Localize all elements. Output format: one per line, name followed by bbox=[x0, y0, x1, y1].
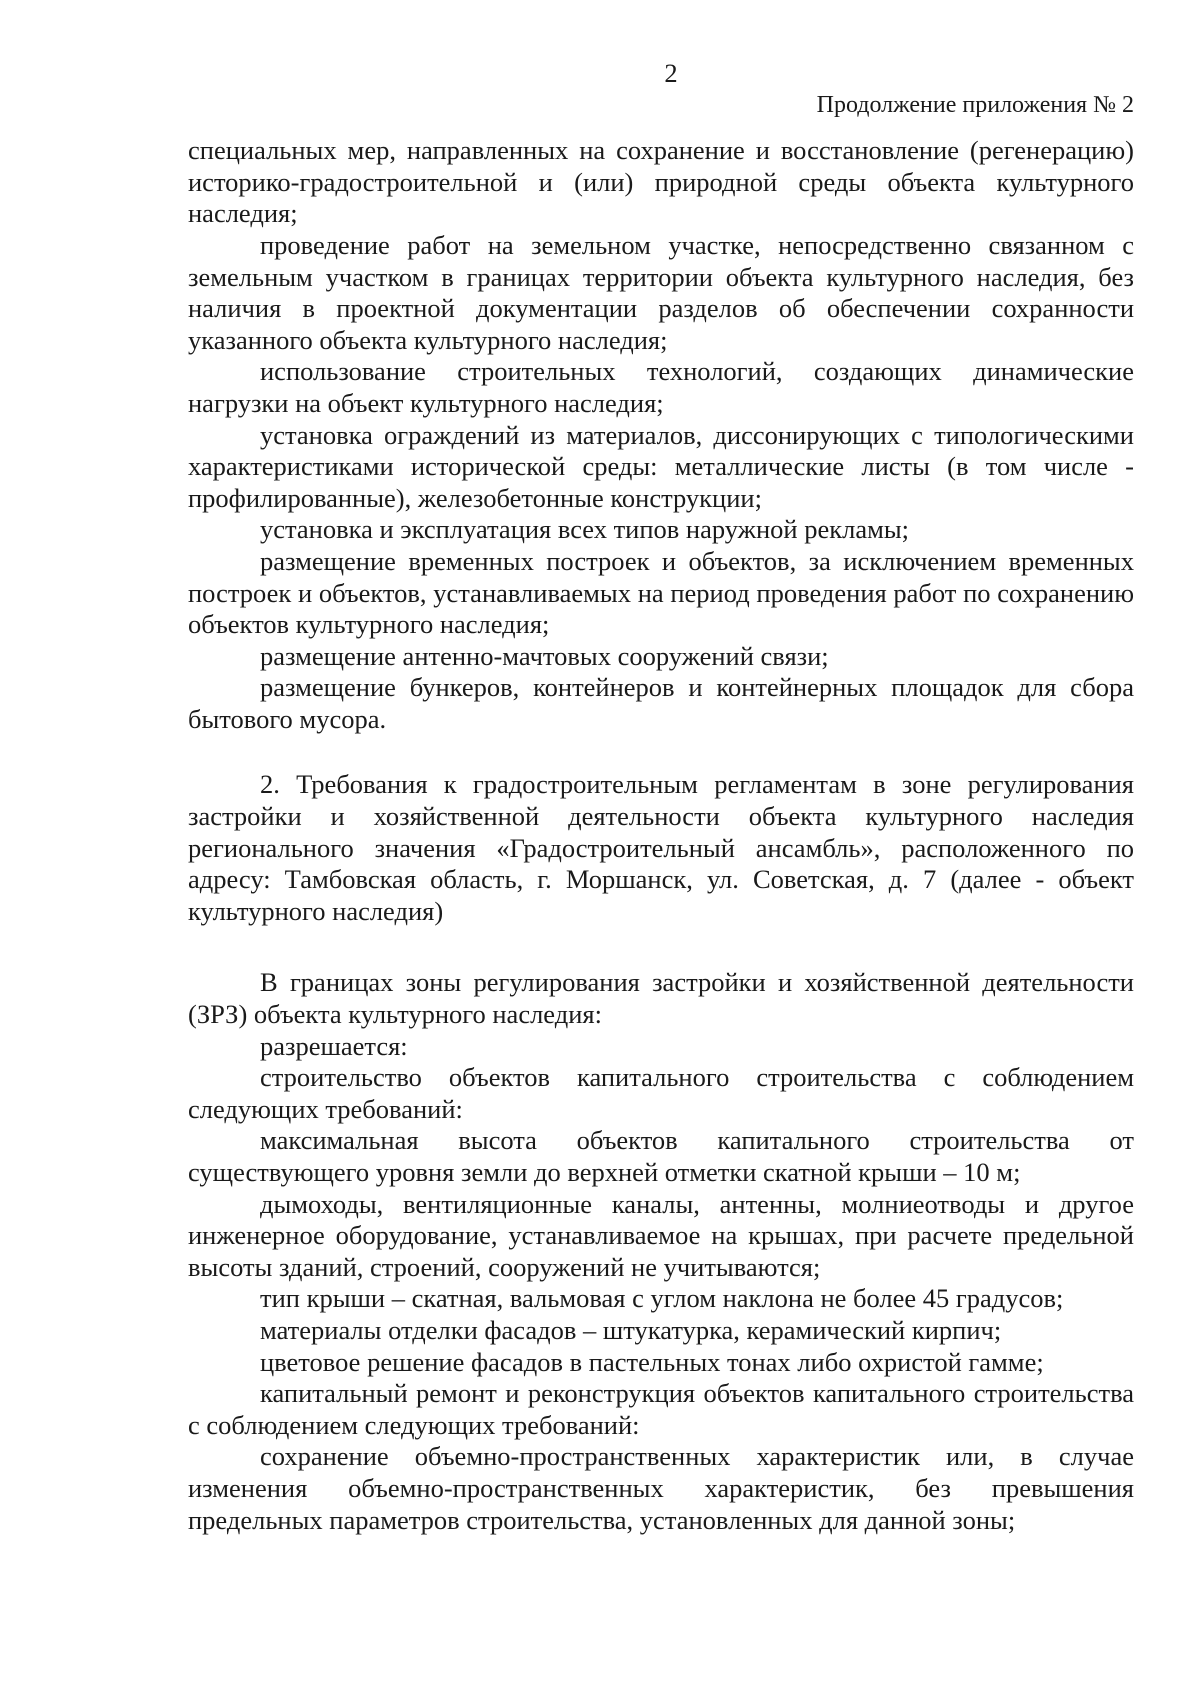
list-item: строительство объектов капитального строительства с соблюдением следующих требований: bbox=[188, 1062, 1134, 1124]
list-item: размещение бункеров, контейнеров и контейнерных площадок для сбора бытового мусора. bbox=[188, 672, 1134, 734]
document-page bbox=[188, 58, 1134, 1536]
section-spacer bbox=[188, 735, 1134, 769]
list-item: размещение антенно-мачтовых сооружений связи; bbox=[260, 640, 829, 671]
annex-continuation-note: Продолжение приложения № 2 bbox=[816, 91, 1134, 118]
list-item: установка ограждений из материалов, диссонирующих с типологическими характеристиками исторической среды: металлические листы (в том числе - профилированные), железобетонные конструкции; bbox=[188, 419, 1134, 513]
list-item: установка и эксплуатация всех типов наружной рекламы; bbox=[260, 514, 910, 545]
list-item: проведение работ на земельном участке, непосредственно связанном с земельным участком в границах территории объекта культурного наследия, без наличия в проектной документации разделов об обеспечении сохранности указанного объекта культурного наследия; bbox=[188, 229, 1134, 355]
list-item: размещение временных построек и объектов, за исключением временных построек и объектов, устанавливаемых на период проведения работ по сохранению объектов культурного наследия; bbox=[188, 545, 1134, 640]
page-number: 2 bbox=[664, 58, 678, 88]
list-item: использование строительных технологий, создающих динамические нагрузки на объект культурного наследия; bbox=[188, 356, 1134, 418]
list-item: сохранение объемно-пространственных характеристик или, в случае изменения объемно-пространственных характеристик, без превышения предельных параметров строительства, установленных для данной зоны; bbox=[188, 1441, 1134, 1535]
list-item: материалы отделки фасадов – штукатурка, керамический кирпич; bbox=[260, 1314, 1002, 1345]
section-spacer bbox=[188, 927, 1134, 967]
section-intro: В границах зоны регулирования застройки и хозяйственной деятельности (ЗРЗ) объекта культурного наследия: bbox=[188, 967, 1134, 1030]
permitted-label: разрешается: bbox=[260, 1030, 408, 1061]
list-item: капитальный ремонт и реконструкция объектов капитального строительства с соблюдением следующих требований: bbox=[188, 1378, 1134, 1440]
continuation-paragraph: специальных мер, направленных на сохранение и восстановление (регенерацию) историко-градостроительной и (или) природной среды объекта культурного наследия; bbox=[188, 135, 1134, 229]
section-heading: 2. Требования к градостроительным регламентам в зоне регулирования застройки и хозяйственной деятельности объекта культурного наследия регионального значения «Градостроительный ансамбль», расположенного по адресу: Тамбовская область, г. Моршанск, ул. Советская, д. 7 (далее - объект культурного наследия) bbox=[188, 769, 1134, 926]
list-item: цветовое решение фасадов в пастельных тонах либо охристой гамме; bbox=[260, 1346, 1044, 1377]
list-item: дымоходы, вентиляционные каналы, антенны, молниеотводы и другое инженерное оборудование, устанавливаемое на крышах, при расчете предельной высоты зданий, строений, сооружений не учитываются; bbox=[188, 1188, 1134, 1282]
list-item: тип крыши – скатная, вальмовая с углом наклона не более 45 градусов; bbox=[260, 1283, 1064, 1314]
list-item: максимальная высота объектов капитального строительства от существующего уровня земли до верхней отметки скатной крыши – 10 м; bbox=[188, 1125, 1134, 1187]
